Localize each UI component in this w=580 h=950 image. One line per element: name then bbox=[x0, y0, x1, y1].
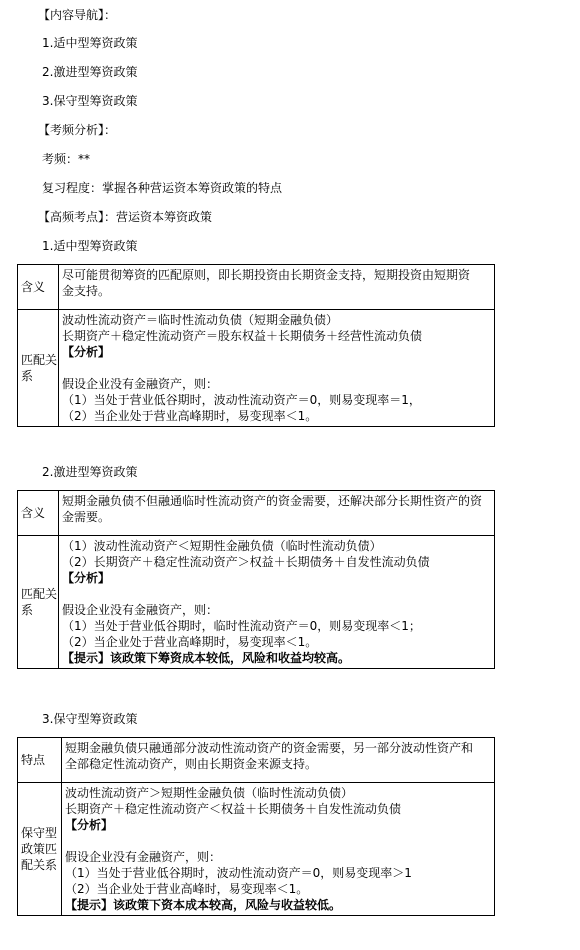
table-row bbox=[18, 783, 495, 916]
blank-line bbox=[62, 360, 491, 376]
table-row bbox=[18, 738, 495, 783]
content-line: 假设企业没有金融资产，则： bbox=[62, 603, 219, 617]
aggressive-policy-table bbox=[17, 490, 495, 669]
content-line: 尽可能贯彻筹资的匹配原则，即长期投资由长期资金支持，短期投资由短期资 bbox=[62, 268, 471, 282]
nav-item-1: 1.适中型筹资政策 bbox=[42, 36, 138, 50]
row-content bbox=[62, 783, 495, 916]
content-line: 假设企业没有金融资产，则： bbox=[62, 377, 219, 391]
content-line: （1）当处于营业低谷期时，临时性流动资产＝0，则易变现率＜1； bbox=[62, 619, 421, 633]
label-line: 匹配关 bbox=[21, 353, 58, 367]
row-label bbox=[18, 310, 59, 427]
row-label: 含义 bbox=[18, 265, 59, 310]
analysis-tag: 【分析】 bbox=[62, 345, 111, 359]
content-line: 短期金融负债只融通部分波动性流动资产的资金需要，另一部分波动性资产和 bbox=[65, 741, 474, 755]
row-content bbox=[59, 310, 495, 427]
row-content bbox=[59, 265, 495, 310]
table-row bbox=[18, 265, 495, 310]
blank-line bbox=[65, 833, 491, 849]
nav-item-2: 2.激进型筹资政策 bbox=[42, 65, 138, 79]
row-label: 特点 bbox=[18, 738, 62, 783]
label-line: 系 bbox=[21, 369, 34, 383]
analysis-tag: 【分析】 bbox=[62, 571, 111, 585]
freq-title: 【考频分析】： bbox=[38, 123, 117, 137]
row-content bbox=[59, 536, 495, 669]
row-content bbox=[59, 491, 495, 536]
content-line: （2）当企业处于营业高峰时，易变现率＜1。 bbox=[65, 882, 309, 896]
nav-title: 【内容导航】： bbox=[38, 8, 117, 22]
row-label bbox=[18, 536, 59, 669]
row-content bbox=[62, 738, 495, 783]
content-line: 金支持。 bbox=[62, 284, 111, 298]
label-line: 系 bbox=[21, 603, 34, 617]
row-label: 含义 bbox=[18, 491, 59, 536]
content-line: 波动性流动资产＝临时性流动负债（短期金融负债） bbox=[62, 313, 339, 327]
content-line: 假设企业没有金融资产，则： bbox=[65, 850, 222, 864]
content-line: 金需要。 bbox=[62, 510, 111, 524]
content-line: （1）波动性流动资产＜短期性金融负债（临时性流动负债） bbox=[62, 539, 382, 553]
label-line: 配关系 bbox=[21, 858, 58, 872]
section-3-title: 3.保守型筹资政策 bbox=[42, 712, 138, 726]
analysis-tag: 【分析】 bbox=[65, 818, 114, 832]
content-line: （2）长期资产＋稳定性流动资产＞权益＋长期债务＋自发性流动负债 bbox=[62, 555, 430, 569]
content-line: 短期金融负债不但融通临时性流动资产的资金需要，还解决部分长期性资产的资 bbox=[62, 494, 483, 508]
review-level: 复习程度：掌握各种营运资本筹资政策的特点 bbox=[42, 181, 283, 195]
blank-line bbox=[62, 586, 491, 602]
content-line: 长期资产＋稳定性流动资产＝股东权益＋长期债务＋经营性流动负债 bbox=[62, 329, 423, 343]
moderate-policy-table bbox=[17, 264, 495, 427]
content-line: （1）当处于营业低谷期时，波动性流动资产＝0，则易变现率＝1， bbox=[62, 393, 421, 407]
content-line: （2）当企业处于营业高峰期时，易变现率＜1。 bbox=[62, 635, 318, 649]
nav-item-3: 3.保守型筹资政策 bbox=[42, 94, 138, 108]
label-line: 保守型 bbox=[21, 826, 58, 840]
table-row bbox=[18, 536, 495, 669]
content-line: （1）当处于营业低谷期时，波动性流动资产＝0，则易变现率＞1 bbox=[65, 866, 412, 880]
table-row bbox=[18, 310, 495, 427]
table-row bbox=[18, 491, 495, 536]
section-1-title: 1.适中型筹资政策 bbox=[42, 239, 138, 253]
content-line: 波动性流动资产＞短期性金融负债（临时性流动负债） bbox=[65, 786, 354, 800]
conservative-policy-table bbox=[17, 737, 495, 916]
content-line: 全部稳定性流动资产，则由长期资金来源支持。 bbox=[65, 757, 318, 771]
content-line: （2）当企业处于营业高峰期时，易变现率＜1。 bbox=[62, 409, 318, 423]
label-line: 政策匹 bbox=[21, 842, 58, 856]
tip-line: 【提示】该政策下资本成本较高，风险与收益较低。 bbox=[65, 898, 342, 912]
freq-value: 考频：** bbox=[42, 152, 91, 166]
section-2-title: 2.激进型筹资政策 bbox=[42, 465, 138, 479]
content-line: 长期资产＋稳定性流动资产＜权益＋长期债务＋自发性流动负债 bbox=[65, 802, 402, 816]
tip-line: 【提示】该政策下筹资成本较低，风险和收益均较高。 bbox=[62, 651, 351, 665]
label-line: 匹配关 bbox=[21, 587, 58, 601]
row-label bbox=[18, 783, 62, 916]
key-point: 【高频考点】：营运资本筹资政策 bbox=[38, 210, 213, 224]
